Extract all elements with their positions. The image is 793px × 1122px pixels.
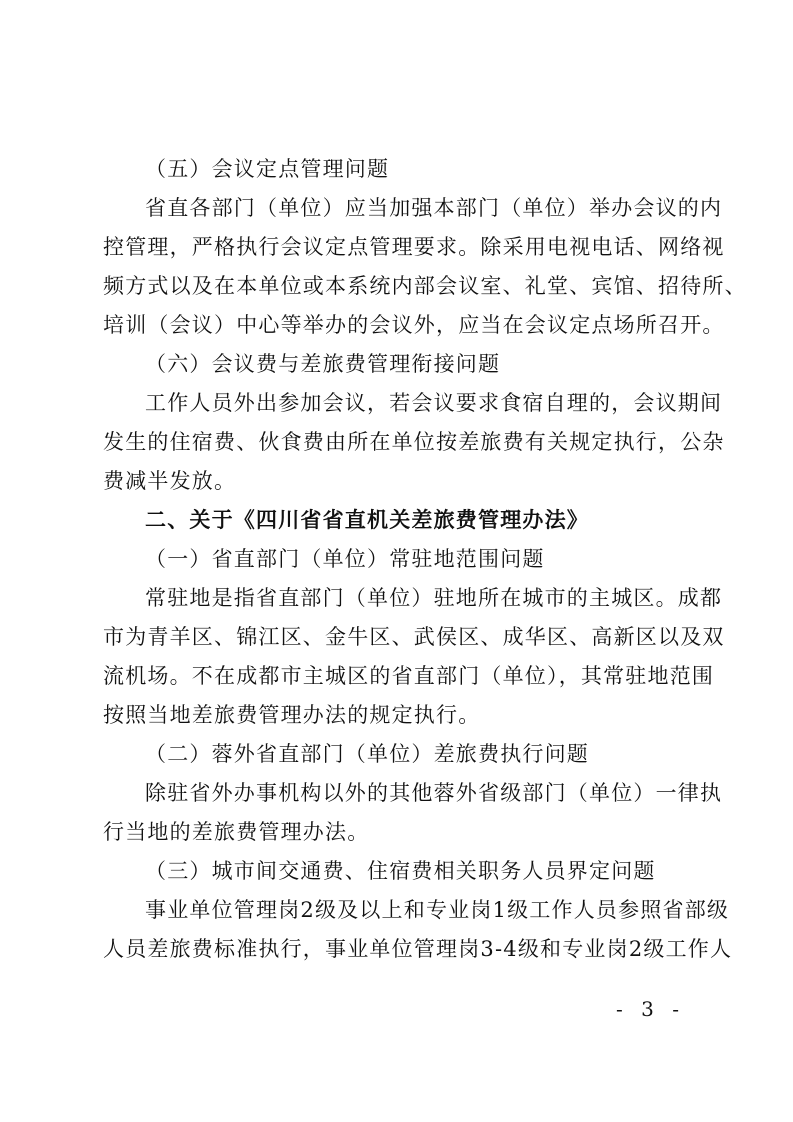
paragraph-line: 发生的住宿费、伙食费由所在单位按差旅费有关规定执行，公杂 <box>103 430 725 454</box>
paragraph-line: 频方式以及在本单位或本系统内部会议室、礼堂、宾馆、招待所、 <box>103 274 747 298</box>
paragraph-line: 培训（会议）中心等举办的会议外，应当在会议定点场所召开。 <box>103 313 725 337</box>
paragraph-line: 按照当地差旅费管理办法的规定执行。 <box>103 703 481 727</box>
paragraph-line: 市为青羊区、锦江区、金牛区、武侯区、成华区、高新区以及双 <box>103 625 725 649</box>
section-heading-2: （二）蓉外省直部门（单位）差旅费执行问题 <box>145 742 589 766</box>
section-heading-5: （五）会议定点管理问题 <box>145 157 390 181</box>
paragraph-line: 事业单位管理岗2级及以上和专业岗1级工作人员参照省部级 <box>145 898 730 922</box>
section-heading-6: （六）会议费与差旅费管理衔接问题 <box>145 352 501 376</box>
paragraph-line: 人员差旅费标准执行，事业单位管理岗3-4级和专业岗2级工作人 <box>103 937 733 961</box>
paragraph-line: 除驻省外办事机构以外的其他蓉外省级部门（单位）一律执 <box>145 781 723 805</box>
paragraph-line: 控管理，严格执行会议定点管理要求。除采用电视电话、网络视 <box>103 235 725 259</box>
paragraph-line: 费减半发放。 <box>103 469 237 493</box>
paragraph-line: 流机场。不在成都市主城区的省直部门（单位），其常驻地范围 <box>103 664 715 688</box>
page-number: - 3 - <box>616 997 685 1021</box>
paragraph-line: 行当地的差旅费管理办法。 <box>103 820 370 844</box>
major-heading-2: 二、关于《四川省省直机关差旅费管理办法》 <box>145 508 589 532</box>
paragraph-line: 常驻地是指省直部门（单位）驻地所在城市的主城区。成都 <box>145 586 723 610</box>
section-heading-3: （三）城市间交通费、住宿费相关职务人员界定问题 <box>145 859 656 883</box>
paragraph-line: 省直各部门（单位）应当加强本部门（单位）举办会议的内 <box>145 196 723 220</box>
paragraph-line: 工作人员外出参加会议，若会议要求食宿自理的，会议期间 <box>145 391 723 415</box>
section-heading-1: （一）省直部门（单位）常驻地范围问题 <box>145 547 545 571</box>
